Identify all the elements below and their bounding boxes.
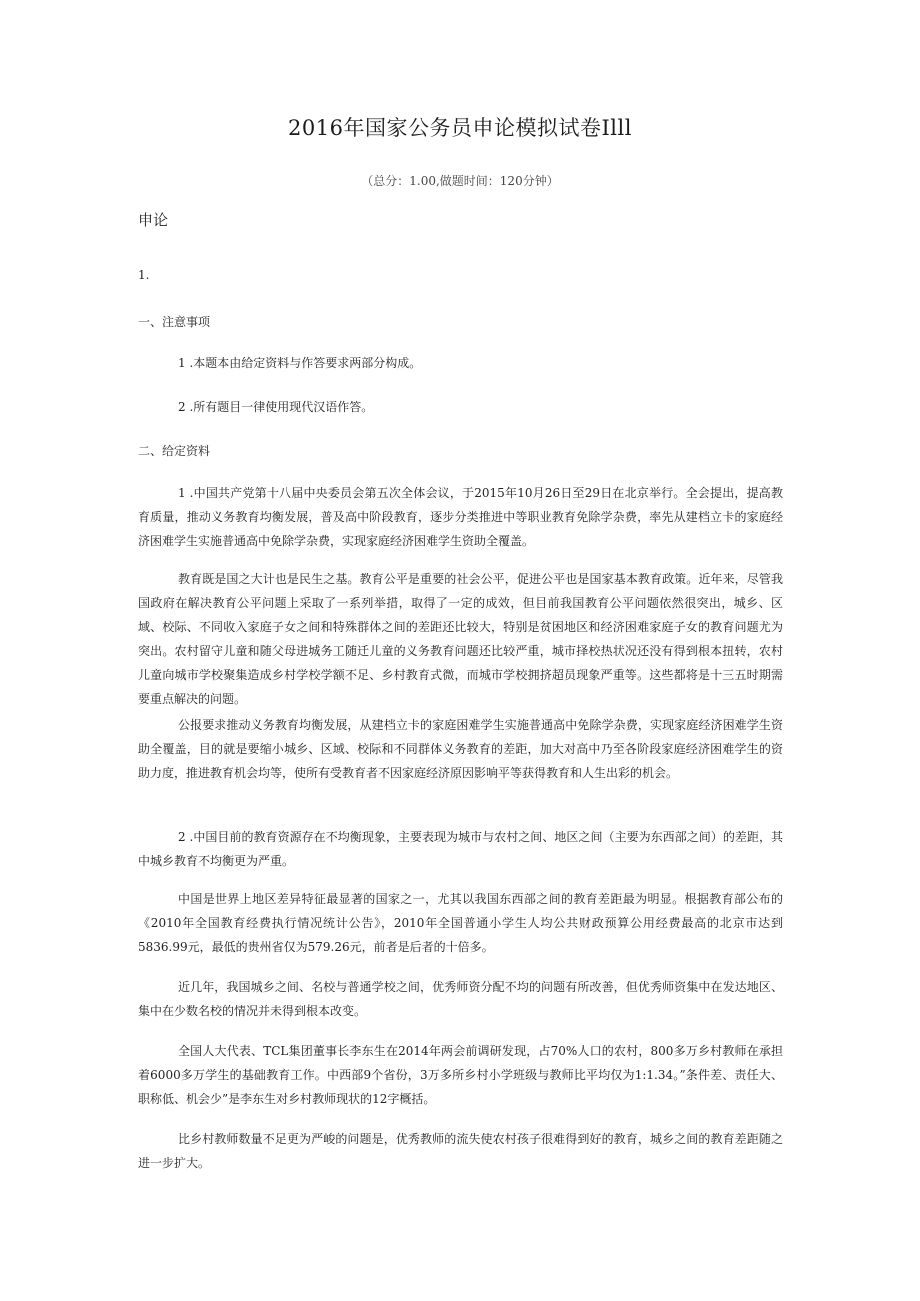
- material-paragraph: 中国是世界上地区差异特征最显著的国家之一，尤其以我国东西部之间的教育差距最为明显。根据教育部公布的《2010年全国教育经费执行情况统计公告》，2010年全国普通小学生人均公共财政预算公用经费最高的北京市达到5836.99元，最低的贵州省仅为579.26元，前者是后者的十倍多。: [138, 892, 783, 954]
- section-label: 申论: [138, 211, 169, 229]
- exam-info: （总分：1.00,做题时间：120分钟）: [361, 174, 559, 188]
- document-title: 2016年国家公务员申论模拟试卷Illl: [288, 116, 632, 140]
- material-paragraph: 教育既是国之大计也是民生之基。教育公平是重要的社会公平，促进公平也是国家基本教育政策。近年来，尽管我国政府在解决教育公平问题上采取了一系列举措，取得了一定的成效，但目前我国教育公平问题依然很突出，城乡、区域、校际、不同收入家庭子女之间和特殊群体之间的差距还比较大，特别是贫困地区和经济困难家庭子女的教育问题尤为突出。农村留守儿童和随父母进城务工随迁儿童的义务教育问题还比较严重，城市择校热状况还没有得到根本扭转，农村儿童向城市学校聚集造成乡村学校学额不足、乡村教育式微，而城市学校拥挤超员现象严重等。这些都将是十三五时期需要重点解决的问题。: [138, 572, 783, 706]
- material-paragraph: 全国人大代表、TCL集团董事长李东生在2014年两会前调研发现，占70%人口的农村，800多万乡村教师在承担着6000多万学生的基础教育工作。中西部9个省份，3万多所乡村小学班级与教师比平均仅为1:1.34。”条件差、责任大、职称低、机会少”是李东生对乡村教师现状的12字概括。: [138, 1044, 783, 1106]
- material-paragraph: 近几年，我国城乡之间、名校与普通学校之间，优秀师资分配不均的问题有所改善，但优秀师资集中在发达地区、集中在少数名校的情况并未得到根本改变。: [138, 980, 783, 1018]
- material-paragraph: 1 .中国共产党第十八届中央委员会第五次全体会议，于2015年10月26日至29日在北京举行。全会提出，提高教育质量，推动义务教育均衡发展，普及高中阶段教育，逐步分类推进中等职业教育免除学杂费，率先从建档立卡的家庭经济困难学生实施普通高中免除学杂费，实现家庭经济困难学生资助全覆盖。: [138, 486, 783, 548]
- note-item: 1 .本题本由给定资料与作答要求两部分构成。: [178, 356, 422, 370]
- material-paragraph: 公报要求推动义务教育均衡发展，从建档立卡的家庭困难学生实施普通高中免除学杂费，实现家庭经济困难学生资助全覆盖，目的就是要缩小城乡、区域、校际和不同群体义务教育的差距，加大对高中乃至各阶段家庭经济困难学生的资助力度，推进教育机会均等，使所有受教育者不因家庭经济原因影响平等获得教育和人生出彩的机会。: [138, 718, 783, 780]
- material-paragraph: 比乡村教师数量不足更为严峻的问题是，优秀教师的流失使农村孩子很难得到好的教育，城乡之间的教育差距随之进一步扩大。: [138, 1132, 783, 1170]
- heading-notes: 一、注意事项: [138, 315, 211, 329]
- material-paragraph: 2 .中国目前的教育资源存在不均衡现象，主要表现为城市与农村之间、地区之间（主要为东西部之间）的差距，其中城乡教育不均衡更为严重。: [138, 830, 783, 868]
- heading-materials: 二、给定资料: [138, 444, 211, 458]
- question-number: 1.: [138, 268, 150, 282]
- note-item: 2 .所有题目一律使用现代汉语作答。: [178, 400, 374, 414]
